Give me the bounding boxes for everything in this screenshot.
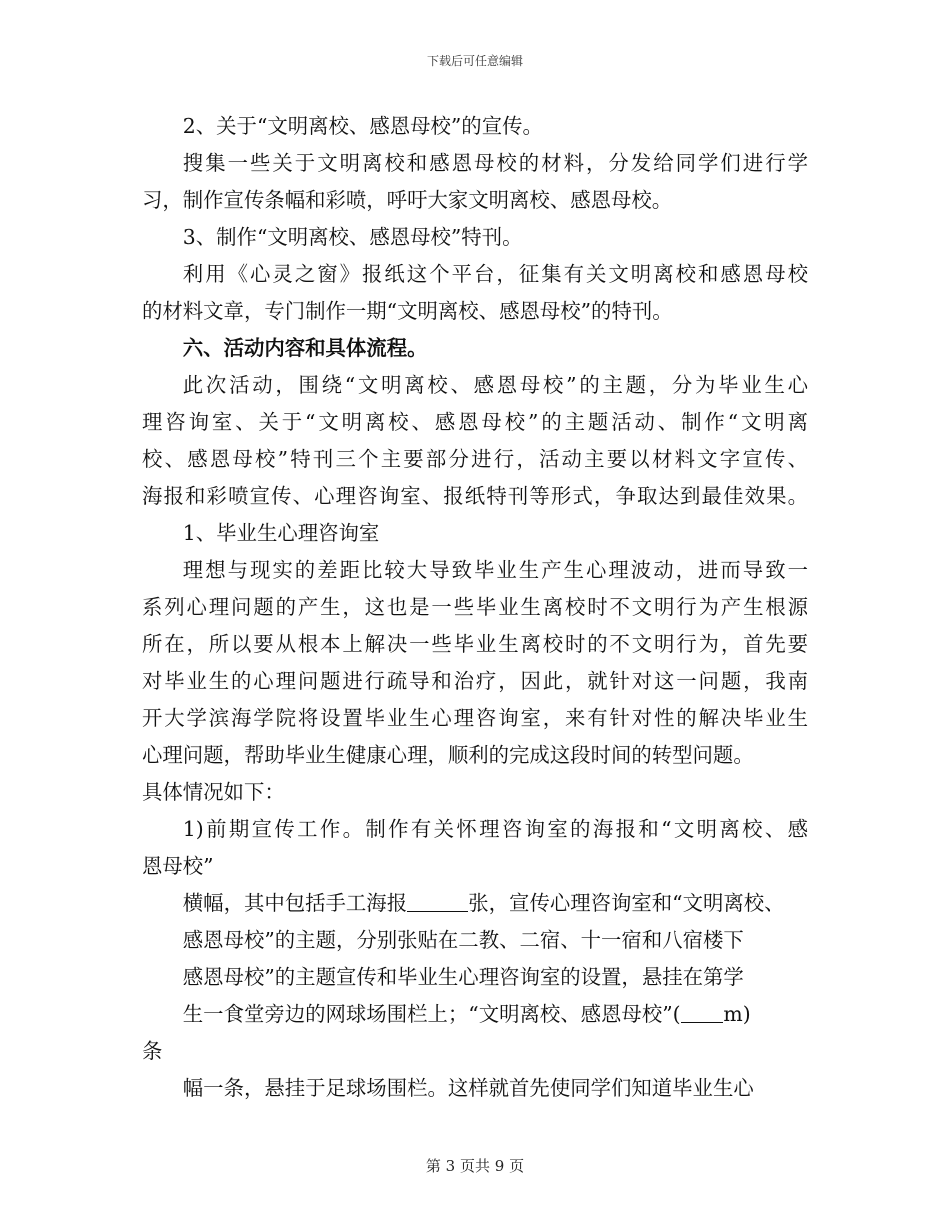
paragraph-line: 对毕业生的心理问题进行疏导和治疗，因此，就针对这一问题，我南 — [142, 669, 808, 693]
paragraph-line: 心理问题，帮助毕业生健康心理，顺利的完成这段时间的转型问题。 — [142, 743, 754, 767]
paragraph-line: 幅一条，悬挂于足球场围栏。这样就首先使同学们知道毕业生心 — [182, 1076, 754, 1100]
paragraph-line: 恩母校” — [142, 854, 214, 878]
page-footer: 第 3 页共 9 页 — [425, 1157, 525, 1175]
chapter-heading: 六、活动内容和具体流程。 — [182, 336, 428, 360]
paragraph-line-with-blank — [142, 885, 808, 922]
line-text: m) — [723, 1002, 751, 1026]
paragraph-line: 感恩母校”的主题宣传和毕业生心理咨询室的设置，悬挂在第学 — [182, 965, 744, 989]
paragraph-line: 开大学滨海学院将设置毕业生心理咨询室，来有针对性的解决毕业生 — [142, 706, 808, 730]
paragraph-line: 系列心理问题的产生，这也是一些毕业生离校时不文明行为产生根源 — [142, 595, 808, 619]
paragraph-line: 所在，所以要从根本上解决一些毕业生离校时的不文明行为，首先要 — [142, 632, 808, 656]
paragraph-line: 此次活动，围绕“文明离校、感恩母校”的主题，分为毕业生心 — [182, 373, 808, 397]
paragraph-line: 1)前期宣传工作。制作有关怀理咨询室的海报和“文明离校、感 — [182, 817, 808, 841]
paragraph-line: 感恩母校”的主题，分别张贴在二教、二宿、十一宿和八宿楼下 — [182, 928, 744, 952]
section-heading: 3、制作“文明离校、感恩母校”特刊。 — [182, 225, 523, 249]
paragraph-line: 搜集一些关于文明离校和感恩母校的材料，分发给同学们进行学 — [182, 151, 808, 175]
paragraph-line: 理咨询室、关于“文明离校、感恩母校”的主题活动、制作“文明离 — [142, 410, 808, 434]
paragraph-line: 理想与现实的差距比较大导致毕业生产生心理波动，进而导致一 — [182, 558, 808, 582]
paragraph-line: 习，制作宣传条幅和彩喷，呼吁大家文明离校、感恩母校。 — [142, 188, 673, 212]
paragraph-line-with-blank — [142, 996, 808, 1033]
paragraph-line: 具体情况如下： — [142, 780, 285, 804]
section-heading: 2、关于“文明离校、感恩母校”的宣传。 — [182, 114, 543, 138]
fill-in-blank — [407, 890, 468, 912]
line-text: 生一食堂旁边的网球场围栏上；“文明离校、感恩母校”( — [182, 1002, 681, 1026]
page-header: 下载后可任意编辑 — [426, 54, 523, 68]
paragraph-line: 条 — [142, 1039, 163, 1063]
paragraph-line: 海报和彩喷宣传、心理咨询室、报纸特刊等形式，争取达到最佳效果。 — [142, 484, 808, 508]
paragraph-line: 利用《心灵之窗》报纸这个平台，征集有关文明离校和感恩母校 — [182, 262, 808, 286]
line-text: 张，宣传心理咨询室和“文明离校、 — [468, 891, 785, 915]
fill-in-blank — [681, 1001, 724, 1023]
section-heading: 1、毕业生心理咨询室 — [182, 521, 380, 545]
paragraph-line: 校、感恩母校”特刊三个主要部分进行，活动主要以材料文字宣传、 — [142, 447, 808, 471]
line-text: 横幅，其中包括手工海报 — [182, 891, 408, 915]
paragraph-line: 的材料文章，专门制作一期“文明离校、感恩母校”的特刊。 — [142, 299, 673, 323]
document-body — [142, 108, 808, 1107]
